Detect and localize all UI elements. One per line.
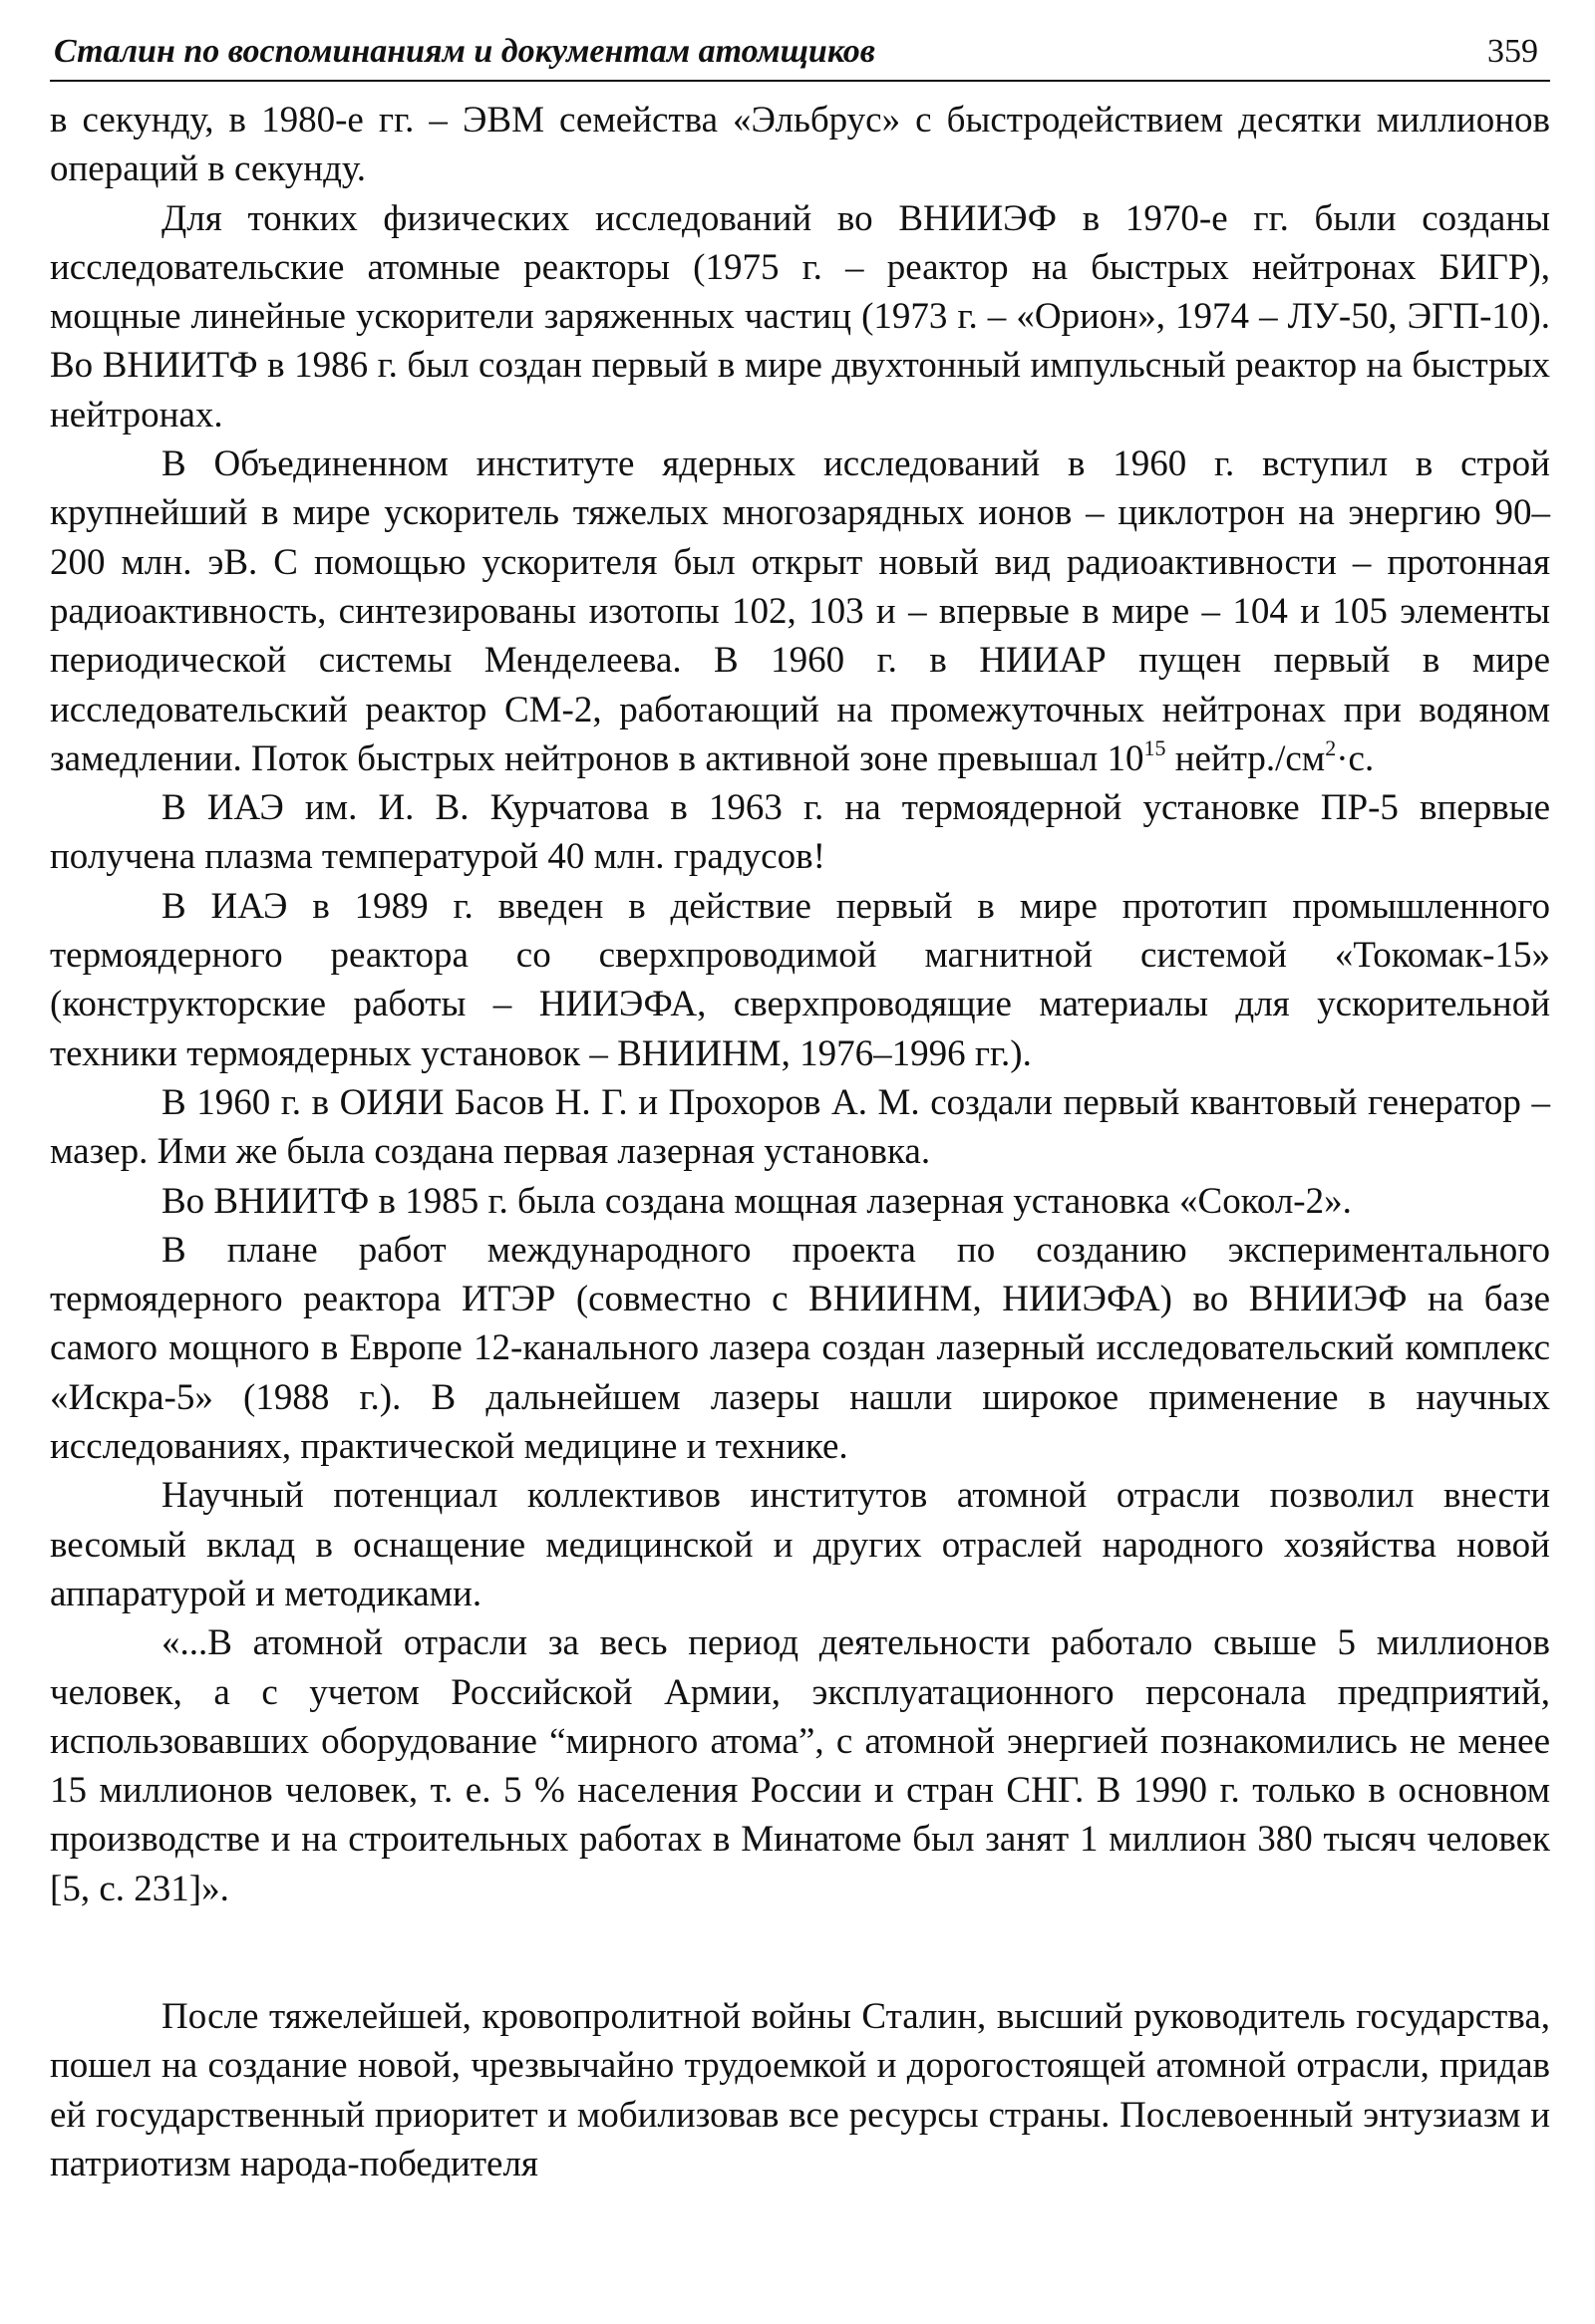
book-page xyxy=(50,0,1550,2324)
paragraph-vniief-reactors: Для тонких физических исследований во ВНИИЭФ в 1970-е гг. были созданы исследовательские атомные реакторы (1975 г. – реактор на быстрых нейтронах БИГР), мощные линейные ускорители заряженных частиц (1973 г. – «Орион», 1974 – ЛУ-50, ЭГП-10). Во ВНИИТФ в 1986 г. был создан первый в мире двухтонный импульсный реактор на быстрых нейтронах. xyxy=(50,197,1550,436)
running-header xyxy=(50,28,1550,82)
paragraph-jinr-text-b: нейтр./см xyxy=(1165,737,1326,779)
paragraph-maser: В 1960 г. в ОИЯИ Басов Н. Г. и Прохоров А. М. создали первый квантовый генератор – мазер. Ими же была создана первая лазерная установка. xyxy=(50,1081,1550,1173)
body-text xyxy=(50,96,1550,2188)
exponent-2: 2 xyxy=(1325,734,1337,760)
exponent-15: 15 xyxy=(1143,734,1166,760)
running-title: Сталин по воспоминаниям и документам атомщиков xyxy=(54,33,875,70)
paragraph-jinr-cyclotron xyxy=(50,439,1550,783)
paragraph-continuation: в секунду, в 1980-е гг. – ЭВМ семейства «Эльбрус» с быстродействием десятки миллионов операций в секунду. xyxy=(50,100,1550,190)
section-gap xyxy=(50,1913,1550,1992)
page-number: 359 xyxy=(1487,33,1538,70)
paragraph-iae-plasma: В ИАЭ им. И. В. Курчатова в 1963 г. на термоядерной установке ПР-5 впервые получена плазма температурой 40 млн. градусов! xyxy=(50,787,1550,878)
paragraph-scientific-potential: Научный потенциал коллективов институтов атомной отрасли позволил внести весомый вклад в оснащение медицинской и других отраслей народного хозяйства новой аппаратурой и методиками. xyxy=(50,1475,1550,1614)
paragraph-stalin: После тяжелейшей, кровопролитной войны Сталин, высший руководитель государства, пошел на создание новой, чрезвычайно трудоемкой и дорогостоящей атомной отрасли, придав ей государственный приоритет и мобилизовав все ресурсы страны. Послевоенный энтузиазм и патриотизм народа-победителя xyxy=(50,1995,1550,2184)
paragraph-jinr-text-c: ·с. xyxy=(1336,737,1375,779)
paragraph-iter-iskra: В плане работ международного проекта по созданию экспериментального термоядерного реактора ИТЭР (совместно с ВНИИНМ, НИИЭФА) во ВНИИЭФ на базе самого мощного в Европе 12-канального лазера создан лазерный исследовательский комплекс «Искра-5» (1988 г.). В дальнейшем лазеры нашли широкое применение в научных исследованиях, практической медицине и технике. xyxy=(50,1229,1550,1468)
paragraph-sokol: Во ВНИИТФ в 1985 г. была создана мощная лазерная установка «Сокол-2». xyxy=(161,1180,1352,1222)
paragraph-tokamak: В ИАЭ в 1989 г. введен в действие первый в мире прототип промышленного термоядерного реактора со сверхпроводимой магнитной системой «Токомак-15» (конструкторские работы – НИИЭФА, сверхпроводящие материалы для ускорительной техники термоядерных установок – ВНИИНМ, 1976–1996 гг.). xyxy=(50,885,1550,1074)
paragraph-quote-workforce: «...В атомной отрасли за весь период деятельности работало свыше 5 миллионов человек, а с учетом Российской Армии, эксплуатационного персонала предприятий, использовавших оборудование “мирного атома”, с атомной энергией познакомились не менее 15 миллионов человек, т. е. 5 % населения России и стран СНГ. В 1990 г. только в основном производстве и на строительных работах в Минатоме был занят 1 миллион 380 тысяч человек [5, с. 231]». xyxy=(50,1622,1550,1909)
paragraph-jinr-text-a: В Объединенном институте ядерных исследований в 1960 г. вступил в строй крупнейший в мире ускоритель тяжелых многозарядных ионов – циклотрон на энергию 90–200 млн. эВ. С помощью ускорителя был открыт новый вид радиоактивности – протонная радиоактивность, синтезированы изотопы 102, 103 и – впервые в мире – 104 и 105 элементы периодической системы Менделеева. В 1960 г. в НИИАР пущен первый в мире исследовательский реактор СМ-2, работающий на промежуточных нейтронах при водяном замедлении. Поток быстрых нейтронов в активной зоне превышал 10 xyxy=(50,443,1550,779)
